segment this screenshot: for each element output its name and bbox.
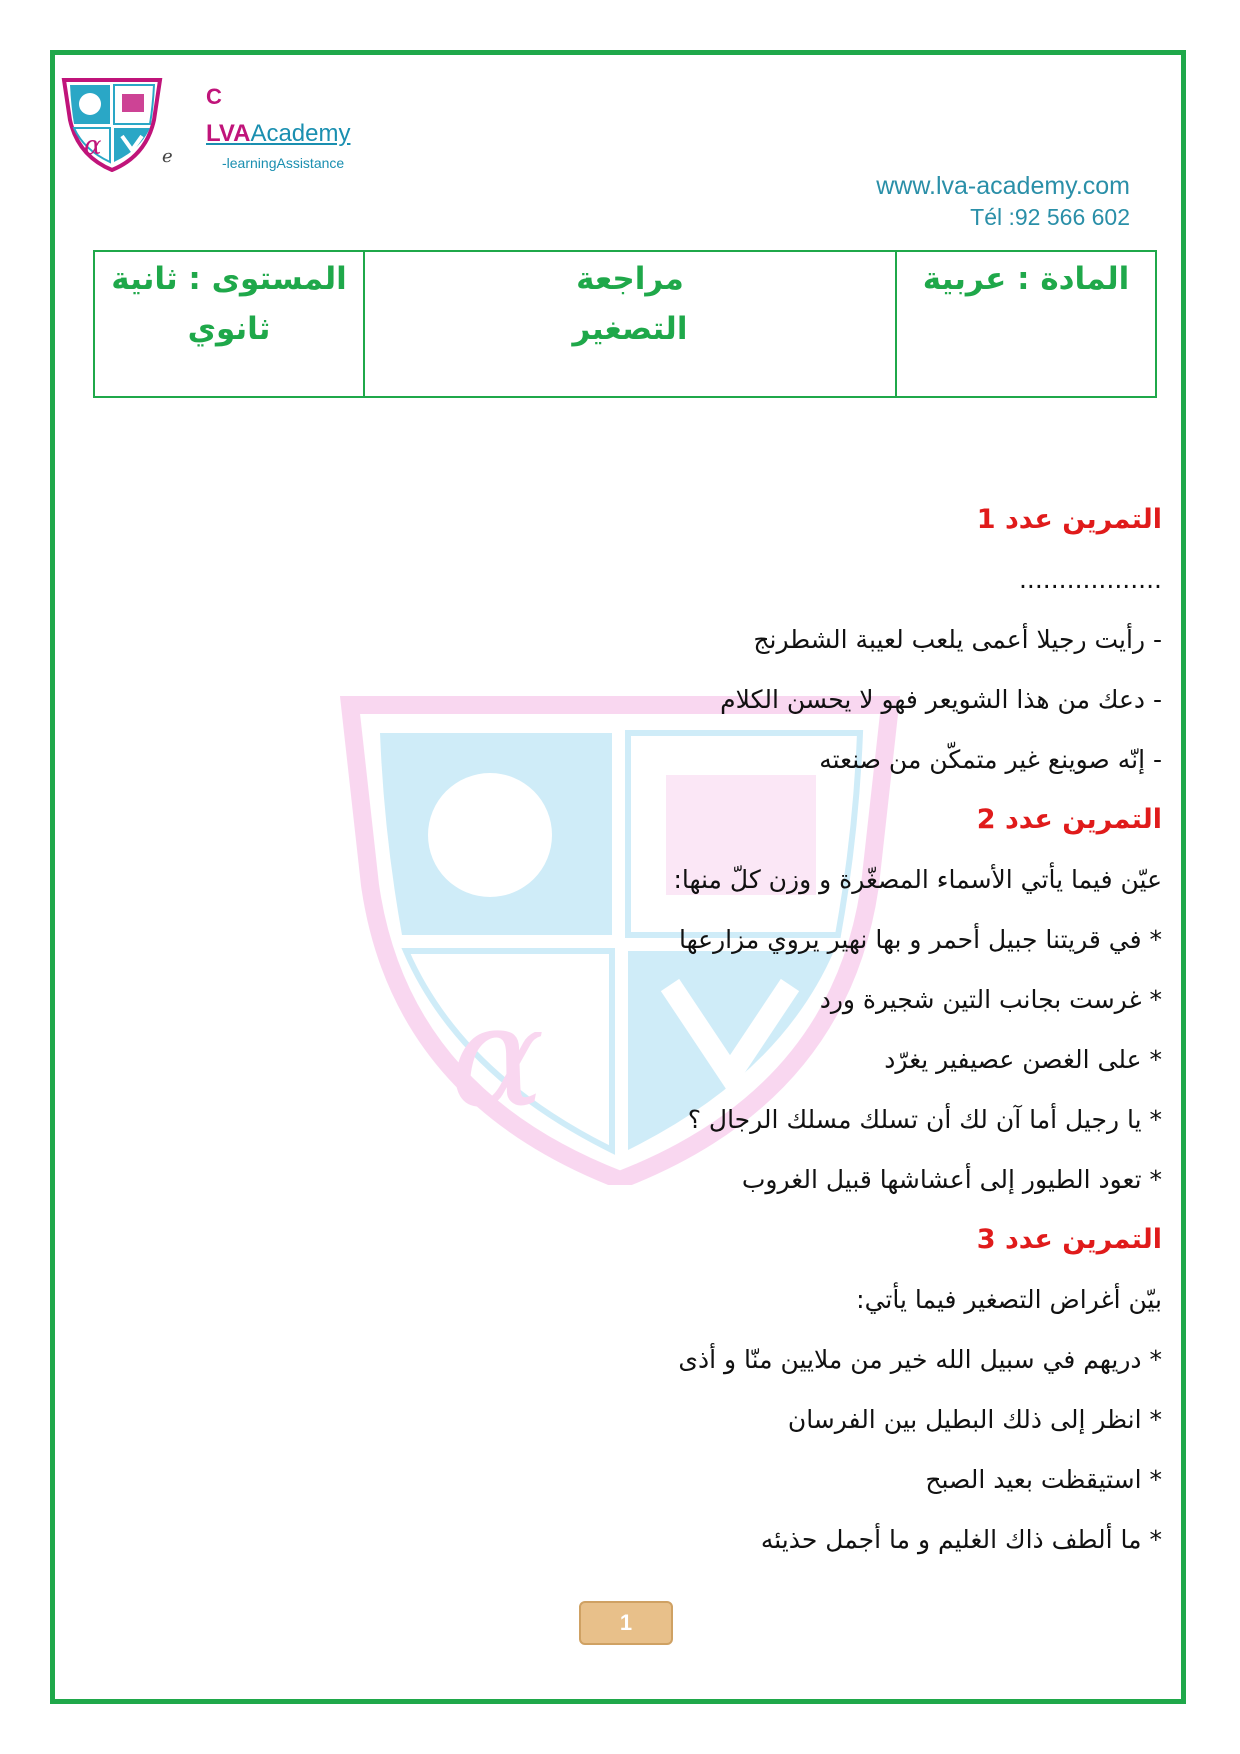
exercise-title: التمرين عدد 3 [976,1224,1162,1255]
exercise-line: * دريهم في سبيل الله خير من ملايين منّا و أذى [678,1345,1162,1374]
lva-academy-logo [58,76,166,172]
exercise-line: * على الغصن عصيفير يغرّد [884,1045,1162,1074]
header-table [93,250,1157,398]
exercise-line: * استيقظت بعيد الصبح [925,1465,1162,1494]
svg-text:α: α [84,131,102,161]
page-number-badge: 1 [579,1601,673,1645]
exercise-title: التمرين عدد 2 [976,804,1162,835]
exercise-3 [150,1210,1162,1570]
level-cell [94,251,364,397]
exercise-line: .................. [1018,565,1162,594]
exercise-line: * تعود الطيور إلى أعشاشها قبيل الغروب [741,1165,1162,1194]
topic-cell [364,251,896,397]
level-line-1: المستوى : ثانية [111,261,347,297]
brand-lva: LVA [206,120,251,147]
exercise-1 [150,490,1162,790]
subject-label: المادة : عربية [922,261,1130,297]
exercise-line: بيّن أغراض التصغير فيما يأتي: [856,1285,1162,1314]
exercise-line: * في قريتنا جبيل أحمر و بها نهير يروي مزارعها [679,925,1162,954]
exercise-line: - دعك من هذا الشويعر فهو لا يحسن الكلام [720,685,1162,714]
subject-cell [896,251,1156,397]
exercise-line: * انظر إلى ذلك البطيل بين الفرسان [787,1405,1162,1434]
exercise-line: عيّن فيما يأتي الأسماء المصغّرة و وزن كلّ منها: [673,865,1162,894]
exercise-line: - رأيت رجيلا أعمى يلعب لعيبة الشطرنج [753,625,1162,654]
exercise-line: * يا رجيل أما آن لك أن تسلك مسلك الرجال ؟ [687,1105,1162,1134]
exercises-content [150,490,1162,1570]
brand-name [206,120,350,148]
website-link[interactable]: www.lva-academy.com [876,172,1130,200]
exercise-line: * غرست بجانب التين شجيرة ورد [819,985,1162,1014]
phone-number: Tél :92 566 602 [970,204,1130,230]
level-line-2: ثانوي [187,311,271,347]
exercise-line: * ما ألطف ذاك الغليم و ما أجمل حذيئه [760,1525,1162,1554]
exercise-line: - إنّه صوينع غير متمكّن من صنعته [819,745,1162,774]
svg-text:α: α [450,976,545,1139]
topic-line-1: مراجعة [576,261,684,297]
exercise-title: التمرين عدد 1 [976,504,1162,535]
exercise-2 [150,790,1162,1210]
brand-tagline: -learningAssistance [222,155,345,171]
brand-c-mark: C [206,84,222,109]
topic-line-2: التصغير [572,311,688,347]
brand-academy: Academy [250,120,351,147]
brand-e-mark: e [162,146,173,167]
